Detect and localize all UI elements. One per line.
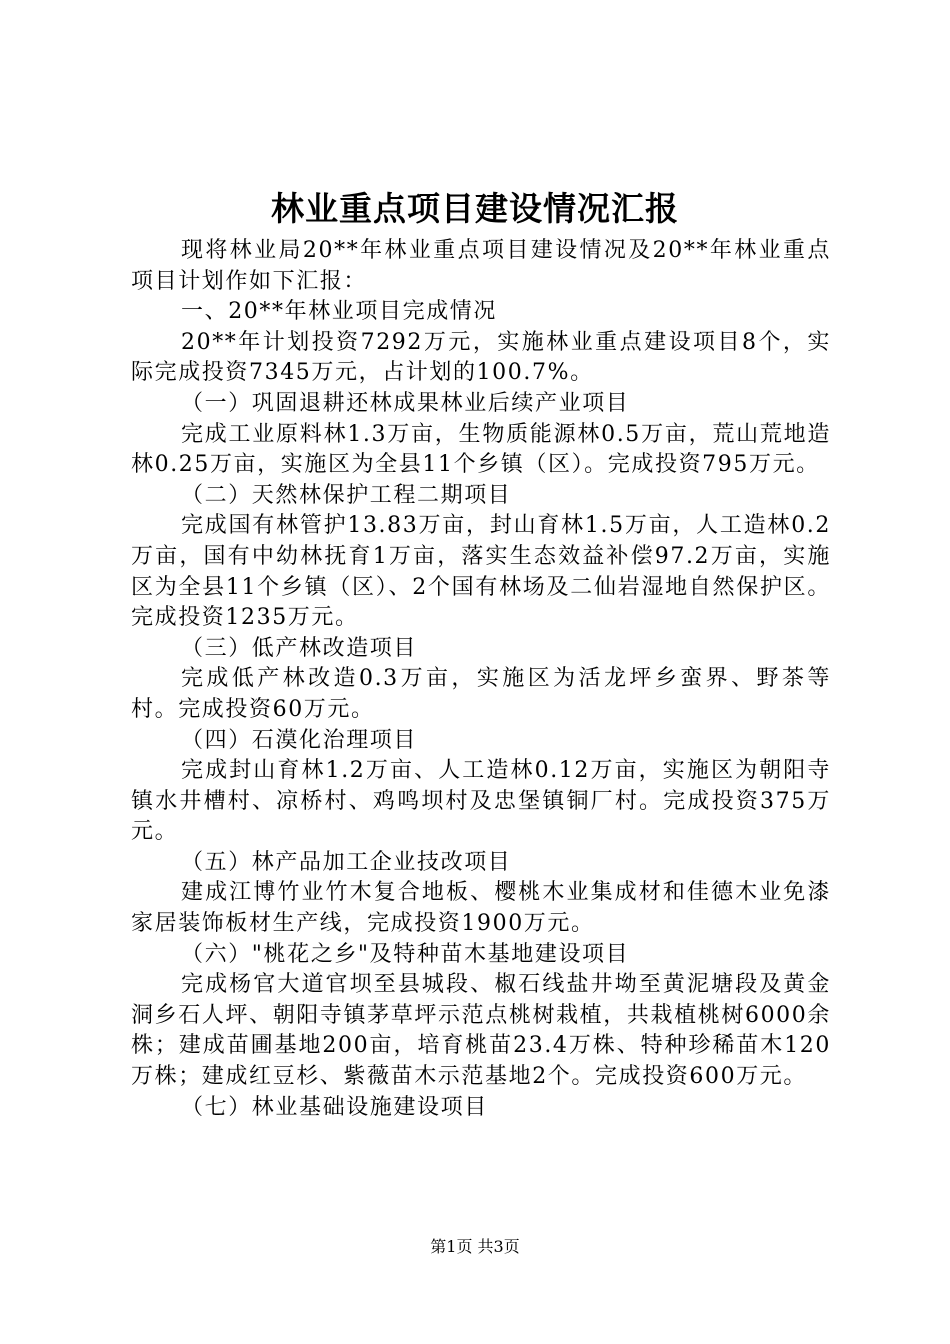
body-paragraph: 建成江博竹业竹木复合地板、樱桃木业集成材和佳德木业免漆家居装饰板材生产线，完成投资1900万元。 (131, 880, 831, 937)
page-number-footer: 第1页 共3页 (430, 1237, 520, 1256)
body-paragraph: 完成工业原料林1.3万亩，生物质能源林0.5万亩，荒山荒地造林0.25万亩，实施区为全县11个乡镇（区）。完成投资795万元。 (131, 421, 831, 478)
subsection-heading: （六）"桃花之乡"及特种苗木基地建设项目 (181, 941, 630, 967)
subsection-heading: （五）林产品加工企业技改项目 (181, 849, 512, 875)
section-heading: 一、20**年林业项目完成情况 (181, 299, 497, 325)
intro-paragraph: 现将林业局20**年林业重点项目建设情况及20**年林业重点项目计划作如下汇报： (131, 238, 831, 294)
subsection-heading: （三）低产林改造项目 (181, 635, 418, 661)
document-title: 林业重点项目建设情况汇报 (271, 189, 679, 228)
document-body (131, 236, 831, 1123)
body-paragraph: 完成低产林改造0.3万亩，实施区为活龙坪乡蛮界、野茶等村。完成投资60万元。 (131, 666, 831, 722)
body-paragraph: 完成封山育林1.2万亩、人工造林0.12万亩，实施区为朝阳寺镇水井槽村、凉桥村、鸡鸣坝村及忠堡镇铜厂村。完成投资375万元。 (131, 758, 831, 845)
body-paragraph: 完成杨官大道官坝至县城段、椒石线盐井坳至黄泥塘段及黄金洞乡石人坪、朝阳寺镇茅草坪示范点桃树栽植，共栽植桃树6000余株；建成苗圃基地200亩，培育桃苗23.4万株、特种珍稀苗木120万株；建成红豆杉、紫薇苗木示范基地2个。完成投资600万元。 (131, 972, 831, 1090)
subsection-heading: （四）石漠化治理项目 (181, 727, 418, 753)
subsection-heading: （七）林业基础设施建设项目 (181, 1094, 488, 1120)
subsection-heading: （二）天然林保护工程二期项目 (181, 482, 512, 508)
body-paragraph: 完成国有林管护13.83万亩，封山育林1.5万亩，人工造林0.2万亩，国有中幼林抚育1万亩，落实生态效益补偿97.2万亩，实施区为全县11个乡镇（区）、2个国有林场及二仙岩湿地自然保护区。完成投资1235万元。 (131, 513, 831, 631)
subsection-heading: （一）巩固退耕还林成果林业后续产业项目 (181, 390, 630, 416)
summary-paragraph: 20**年计划投资7292万元，实施林业重点建设项目8个，实际完成投资7345万元，占计划的100.7%。 (131, 329, 831, 386)
